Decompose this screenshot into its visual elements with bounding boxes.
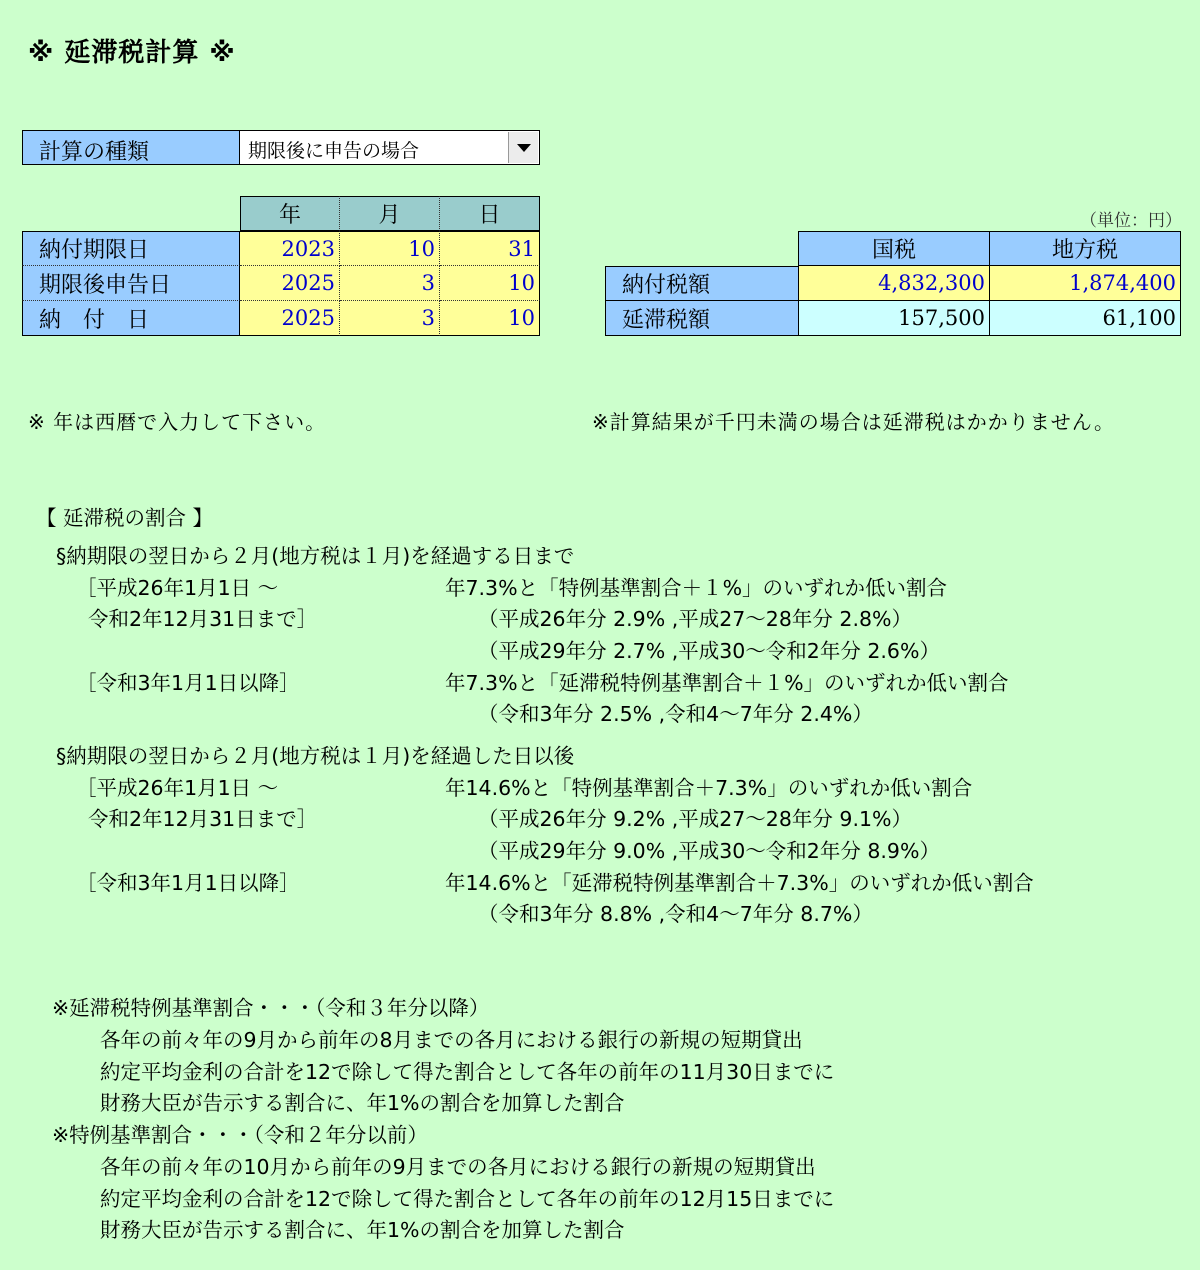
section1-period1-detail2: （平成29年分 2.7% ,平成30～令和2年分 2.6%） — [478, 639, 940, 663]
late-filing-day-input[interactable]: 10 — [440, 266, 540, 301]
late-filing-date-label: 期限後申告日 — [22, 266, 240, 301]
section2-period1-detail2: （平成29年分 9.0% ,平成30～令和2年分 8.9%） — [478, 839, 940, 863]
calc-type-selected-value: 期限後に申告の場合 — [248, 140, 420, 162]
payment-date-year-input[interactable]: 2025 — [240, 301, 340, 336]
section1-period1-label-a: ［平成26年1月1日 ～ — [76, 576, 279, 600]
calc-type-dropdown-button[interactable] — [508, 132, 538, 163]
payment-date-month-input[interactable]: 3 — [340, 301, 440, 336]
local-late-tax-value: 61,100 — [989, 301, 1181, 336]
section2-period1-label-b: 令和2年12月31日まで］ — [88, 807, 318, 831]
section1-period2-label: ［令和3年1月1日以降］ — [76, 671, 300, 695]
section1-period1-detail1: （平成26年分 2.9% ,平成27～28年分 2.8%） — [478, 607, 912, 631]
definition2-line2: 約定平均金利の合計を12で除して得た割合として各年の前年の12月15日までに — [100, 1187, 835, 1211]
due-date-year-input[interactable]: 2023 — [240, 231, 340, 266]
tax-header-national: 国税 — [798, 231, 990, 266]
definition2-title: ※特例基準割合・・・（令和２年分以前） — [52, 1123, 428, 1147]
triangle-down-icon — [517, 144, 531, 152]
national-tax-amount-input[interactable]: 4,832,300 — [798, 266, 990, 301]
payment-date-label: 納 付 日 — [22, 301, 240, 336]
section1-period2-desc: 年7.3%と「延滞税特例基準割合＋１%」のいずれか低い割合 — [445, 671, 1009, 695]
definition2-line1: 各年の前々年の10月から前年の9月までの各月における銀行の新規の短期貸出 — [100, 1155, 816, 1179]
late-filing-month-input[interactable]: 3 — [340, 266, 440, 301]
local-tax-amount-input[interactable]: 1,874,400 — [989, 266, 1181, 301]
tax-amount-label: 納付税額 — [605, 266, 799, 301]
date-header-day: 日 — [440, 196, 540, 231]
calc-type-label: 計算の種類 — [22, 130, 240, 165]
date-header-month: 月 — [340, 196, 440, 231]
section1-title: §納期限の翌日から２月(地方税は１月)を経過する日まで — [56, 544, 575, 568]
result-note: ※計算結果が千円未満の場合は延滞税はかかりません。 — [592, 410, 1115, 434]
definition1-title: ※延滞税特例基準割合・・・（令和３年分以降） — [52, 996, 490, 1020]
year-note: ※ 年は西暦で入力して下さい。 — [28, 410, 327, 434]
section2-period2-desc: 年14.6%と「延滞税特例基準割合＋7.3%」のいずれか低い割合 — [445, 871, 1034, 895]
section1-period1-desc: 年7.3%と「特例基準割合＋１%」のいずれか低い割合 — [445, 576, 948, 600]
definition1-line3: 財務大臣が告示する割合に、年1%の割合を加算した割合 — [100, 1091, 625, 1115]
section1-period1-label-b: 令和2年12月31日まで］ — [88, 607, 318, 631]
section1-period2-detail: （令和3年分 2.5% ,令和4～7年分 2.4%） — [478, 702, 873, 726]
late-tax-label: 延滞税額 — [605, 301, 799, 336]
due-date-label: 納付期限日 — [22, 231, 240, 266]
payment-date-day-input[interactable]: 10 — [440, 301, 540, 336]
section2-period1-desc: 年14.6%と「特例基準割合＋7.3%」のいずれか低い割合 — [445, 776, 973, 800]
tax-header-local: 地方税 — [989, 231, 1181, 266]
due-date-month-input[interactable]: 10 — [340, 231, 440, 266]
section2-title: §納期限の翌日から２月(地方税は１月)を経過した日以後 — [56, 744, 575, 768]
definition2-line3: 財務大臣が告示する割合に、年1%の割合を加算した割合 — [100, 1218, 625, 1242]
page-title: ※ 延滞税計算 ※ — [28, 38, 236, 68]
rates-heading: 【 延滞税の割合 】 — [36, 506, 214, 530]
due-date-day-input[interactable]: 31 — [440, 231, 540, 266]
section2-period1-detail1: （平成26年分 9.2% ,平成27～28年分 9.1%） — [478, 807, 912, 831]
unit-label: （単位：円） — [1080, 211, 1182, 231]
section2-period2-detail: （令和3年分 8.8% ,令和4～7年分 8.7%） — [478, 902, 873, 926]
section2-period2-label: ［令和3年1月1日以降］ — [76, 871, 300, 895]
section2-period1-label-a: ［平成26年1月1日 ～ — [76, 776, 279, 800]
date-header-year: 年 — [240, 196, 340, 231]
definition1-line2: 約定平均金利の合計を12で除して得た割合として各年の前年の11月30日までに — [100, 1060, 835, 1084]
definition1-line1: 各年の前々年の9月から前年の8月までの各月における銀行の新規の短期貸出 — [100, 1028, 803, 1052]
national-late-tax-value: 157,500 — [798, 301, 990, 336]
calc-type-select[interactable] — [240, 130, 540, 165]
late-filing-year-input[interactable]: 2025 — [240, 266, 340, 301]
